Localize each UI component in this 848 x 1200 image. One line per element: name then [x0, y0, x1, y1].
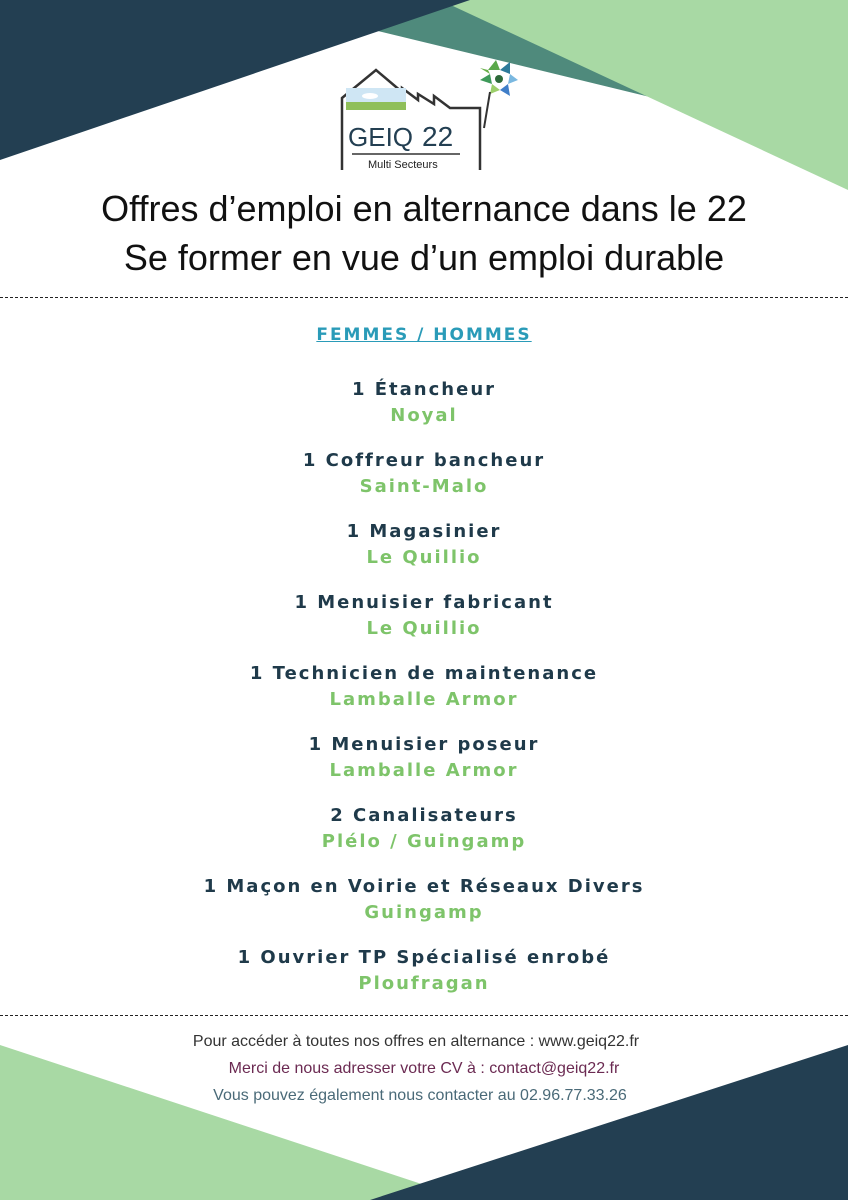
job-title: 1 Menuisier poseur — [308, 734, 540, 755]
job-title: 1 Menuisier fabricant — [294, 592, 554, 613]
job-location: Lamballe Armor — [329, 760, 519, 781]
job-location: Plélo / Guingamp — [321, 831, 527, 852]
section-title: FEMMES / HOMMES — [316, 325, 532, 345]
logo-number: 22 — [422, 121, 454, 152]
header-title-line2: Se former en vue d’un emploi durable — [123, 237, 725, 278]
footer-website-line: Pour accéder à toutes nos offres en alternance : www.geiq22.fr — [192, 1033, 640, 1050]
geiq22-logo — [330, 58, 520, 178]
job-title: 1 Maçon en Voirie et Réseaux Divers — [203, 876, 645, 897]
job-title: 1 Coffreur bancheur — [302, 450, 546, 471]
job-location: Guingamp — [364, 902, 484, 923]
job-location: Le Quillio — [366, 547, 482, 568]
flower-icon — [480, 60, 518, 128]
job-location: Saint-Malo — [359, 476, 489, 497]
job-item — [0, 874, 848, 945]
logo-house-outline — [342, 70, 480, 170]
job-item — [0, 519, 848, 590]
job-title: 1 Technicien de maintenance — [249, 663, 599, 684]
job-location: Noyal — [390, 405, 458, 426]
job-location: Lamballe Armor — [329, 689, 519, 710]
footer-email-line: Merci de nous adresser votre CV à : contact@geiq22.fr — [228, 1060, 620, 1077]
job-item — [0, 377, 848, 448]
job-item — [0, 448, 848, 519]
job-location: Le Quillio — [366, 618, 482, 639]
job-item — [0, 590, 848, 661]
footer-phone-line: Vous pouvez également nous contacter au 02.96.77.33.26 — [213, 1087, 627, 1104]
header-title-line1: Offres d’emploi en alternance dans le 22 — [101, 188, 747, 229]
job-location: Ploufragan — [358, 973, 490, 994]
job-item — [0, 803, 848, 874]
logo-subtitle: Multi Secteurs — [368, 159, 438, 171]
logo-name: GEIQ — [348, 122, 414, 152]
job-item — [0, 661, 848, 732]
job-title: 1 Magasinier — [346, 521, 502, 542]
job-list — [0, 377, 848, 1016]
top-dashed-divider — [0, 297, 848, 298]
bottom-dashed-divider — [0, 1015, 848, 1016]
job-item — [0, 945, 848, 1016]
job-title: 2 Canalisateurs — [330, 805, 518, 826]
logo-landscape-field — [346, 102, 406, 110]
job-item — [0, 732, 848, 803]
job-title: 1 Étancheur — [351, 379, 497, 400]
job-title: 1 Ouvrier TP Spécialisé enrobé — [237, 947, 611, 968]
logo-bird — [362, 93, 378, 99]
